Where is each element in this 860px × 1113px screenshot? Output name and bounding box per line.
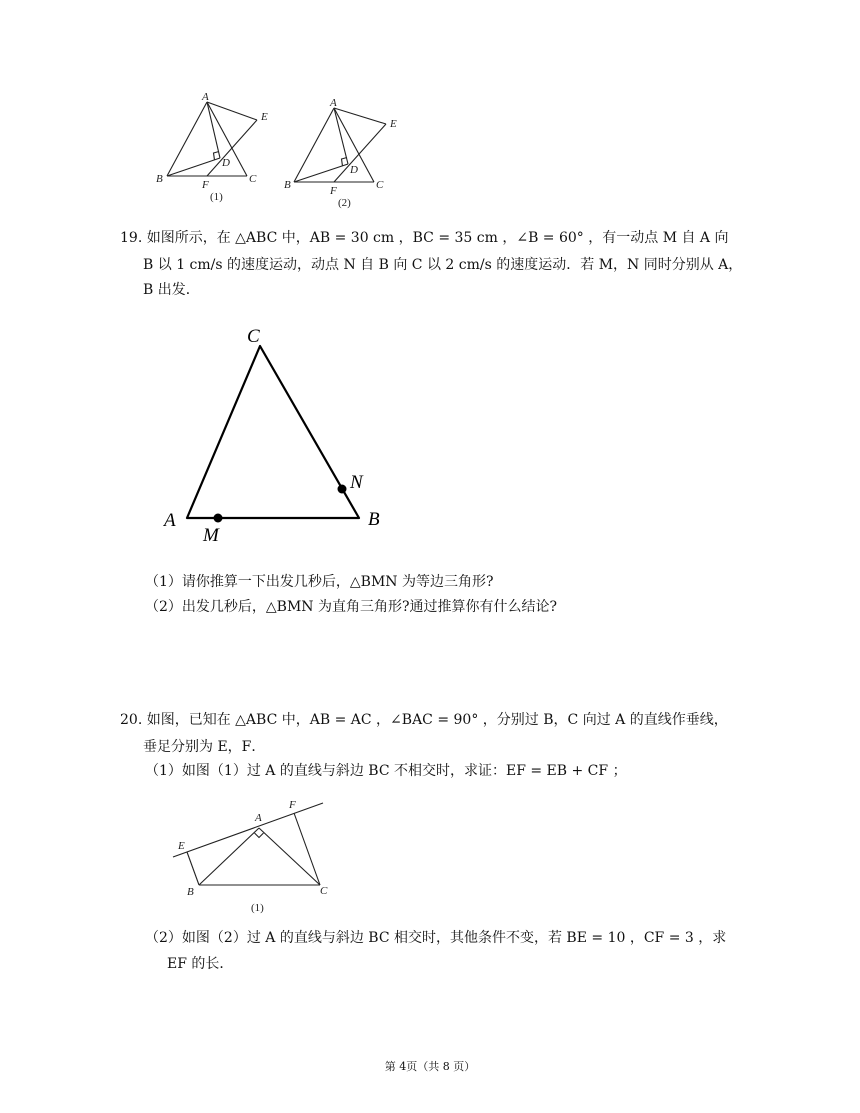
q20-sub-2-line-2: EF 的长． bbox=[167, 956, 234, 972]
label-b: B bbox=[156, 173, 163, 185]
q20-line-1: 20. 如图，已知在 △ABC 中，AB = AC ，∠BAC = 90° ，分别过 B，C 向过 A 的直线作垂线， bbox=[120, 712, 728, 728]
figure-18-1 bbox=[150, 90, 280, 205]
label-c: C bbox=[249, 173, 257, 185]
label-f: F bbox=[202, 179, 209, 191]
figure-caption: (1) bbox=[210, 191, 223, 203]
q20-sub-2-line-1: （2）如图（2）过 A 的直线与斜边 BC 相交时，其他条件不变，若 BE = 10 ，CF = 3 ，求 bbox=[145, 930, 727, 946]
label-d: D bbox=[350, 164, 358, 176]
label-b: B bbox=[187, 886, 194, 898]
label-e: E bbox=[390, 118, 397, 130]
label-f: F bbox=[289, 799, 296, 811]
label-e: E bbox=[178, 840, 185, 852]
figure-18-2 bbox=[280, 96, 410, 211]
label-a: A bbox=[255, 812, 262, 824]
label-a: A bbox=[330, 97, 337, 109]
label-f: F bbox=[330, 185, 337, 197]
label-n: N bbox=[350, 472, 363, 493]
q19-sub-1: （1）请你推算一下出发几秒后，△BMN 为等边三角形? bbox=[145, 574, 494, 590]
q19-line-2: B 以 1 cm/s 的速度运动，动点 N 自 B 向 C 以 2 cm/s 的速度运动．若 M，N 同时分别从 A， bbox=[143, 257, 743, 273]
q20-line-2: 垂足分别为 E，F． bbox=[143, 739, 266, 755]
figure-caption: (2) bbox=[338, 197, 351, 209]
q19-line-3: B 出发． bbox=[143, 282, 200, 298]
label-c: C bbox=[320, 885, 328, 897]
label-m: M bbox=[203, 525, 219, 546]
label-a: A bbox=[164, 510, 176, 531]
label-b: B bbox=[284, 179, 291, 191]
q19-sub-2: （2）出发几秒后，△BMN 为直角三角形?通过推算你有什么结论? bbox=[145, 599, 558, 615]
label-c: C bbox=[247, 326, 260, 347]
q19-line-1: 19. 如图所示，在 △ABC 中，AB = 30 cm ，BC = 35 cm ，∠B = 60° ，有一动点 M 自 A 向 bbox=[120, 230, 729, 246]
figure-19-triangle bbox=[150, 315, 400, 550]
page-footer: 第 4页（共 8 页） bbox=[384, 1060, 476, 1073]
figure-caption: (1) bbox=[251, 902, 264, 914]
label-b: B bbox=[368, 509, 380, 530]
figure-20-1 bbox=[165, 795, 340, 920]
label-e: E bbox=[261, 111, 268, 123]
label-c: C bbox=[376, 179, 384, 191]
q20-sub-1: （1）如图（1）过 A 的直线与斜边 BC 不相交时，求证：EF = EB + CF ； bbox=[145, 763, 627, 779]
label-d: D bbox=[222, 157, 230, 169]
label-a: A bbox=[202, 91, 209, 103]
